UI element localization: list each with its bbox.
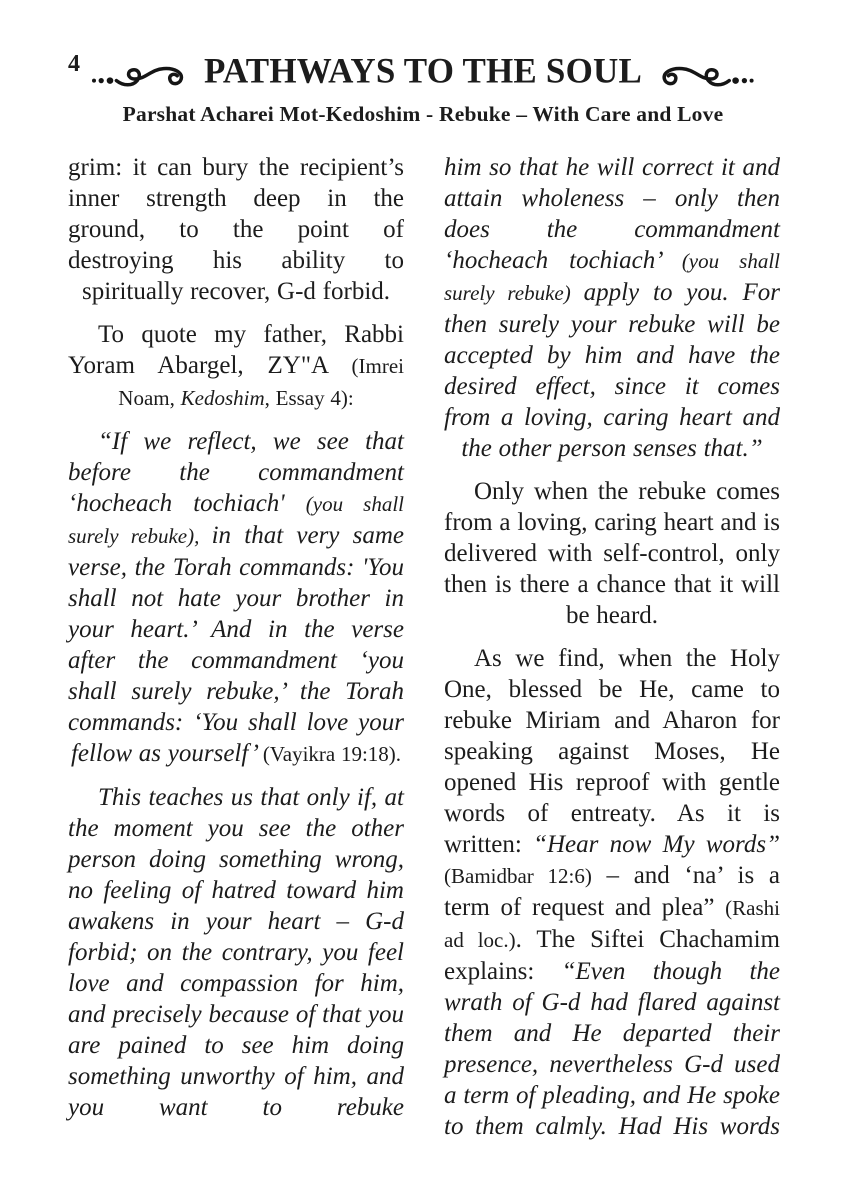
right-paragraph-1: [444, 152, 780, 464]
text-segment: , Essay 4):: [264, 386, 354, 410]
text-segment: “Hear now My words”: [533, 831, 780, 858]
right-paragraph-2: [444, 476, 780, 631]
text-segment: . The Siftei Chachamim explains:: [444, 926, 780, 985]
text-segment: – and ‘na’ is a term of request and plea”: [444, 862, 780, 921]
text-segment: “Even though the wrath of G-d had flared against them and He departed their presence, nevertheless G-d used a term of pleading, and He spoke to them calmly. Had His words: [444, 958, 781, 1140]
text-segment: (Rashi ad loc.): [444, 896, 780, 952]
left-column: [68, 152, 404, 1142]
book-title: PATHWAYS TO THE SOUL: [203, 49, 643, 91]
page-number: 4: [68, 51, 80, 77]
text-segment: Kedoshim: [180, 386, 265, 410]
page-header: [0, 0, 846, 127]
text-segment: (you shall surely rebuke),: [68, 492, 405, 548]
text-segment: As we find, when the Holy One, blessed be He, came to rebuke Miriam and Aharon for speaking against Moses, He opened His reproof with gentle words of entreaty. As it is written:: [444, 645, 780, 858]
text-segment: (you shall surely rebuke): [444, 249, 780, 305]
left-paragraph-1: [68, 152, 404, 307]
text-segment: in that very same verse, the Torah commands: 'You shall not hate your brother in your heart.’ And in the verse after the commandment ‘you shall surely rebuke,’ the Torah commands: ‘You shall love your fellow as yourself’: [68, 522, 405, 767]
title-row: [0, 46, 846, 94]
right-paragraph-3: [444, 643, 780, 1142]
left-paragraph-4: [68, 782, 404, 1123]
chapter-subtitle: Parshat Acharei Mot-Kedoshim - Rebuke – With Care and Love: [122, 102, 724, 126]
two-column-body: [0, 127, 846, 1142]
text-segment: (Imrei Noam,: [118, 354, 404, 410]
text-segment: him so that he will correct it and attain wholeness – only then does the commandment ‘hocheach tochiach’: [444, 154, 780, 274]
flourish-left-icon: [90, 59, 196, 91]
text-segment: “If we reflect, we see that before the commandment ‘hocheach tochiach': [68, 428, 404, 517]
text-segment: This teaches us that only if, at the moment you see the other person doing something wrong, no feeling of hatred toward him awakens in your heart – G-d forbid; on the contrary, you feel love and compassion for him, and precisely because of that you are pained to see him doing something unworthy of him, and you want to rebuke: [68, 784, 404, 1121]
text-segment: To quote my father, Rabbi Yoram Abargel, ZY"A: [68, 321, 404, 379]
left-paragraph-2: [68, 319, 404, 414]
text-segment: (Bamidbar 12:6): [444, 864, 592, 888]
flourish-right-icon: [650, 59, 756, 91]
text-segment: (Vayikra 19:18).: [262, 742, 402, 766]
text-segment: Only when the rebuke comes from a loving, caring heart and is delivered with self-control, only then is there a chance that it will be heard.: [444, 478, 780, 629]
text-segment: grim: it can bury the recipient’s inner strength deep in the ground, to the point of destroying his ability to spiritually recover, G-d forbid.: [68, 154, 404, 305]
right-column: [444, 152, 780, 1142]
left-paragraph-3: [68, 426, 404, 770]
text-segment: apply to you. For then surely your rebuke will be accepted by him and have the desired effect, since it comes from a loving, caring heart and the other person senses that.”: [444, 279, 781, 462]
